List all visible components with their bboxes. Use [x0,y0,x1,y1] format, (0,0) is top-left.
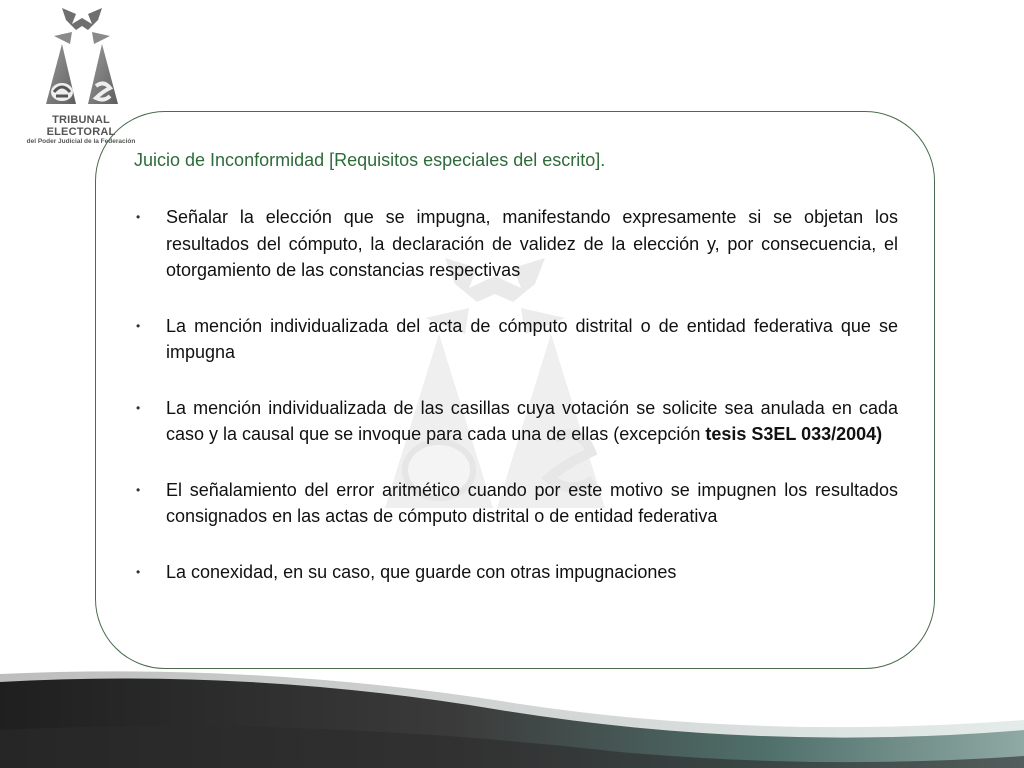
logo-subtitle: del Poder Judicial de la Federación [26,138,136,146]
list-item [134,395,898,448]
bullet-icon: • [136,318,141,333]
list-item [134,313,898,366]
bullet-text: Señalar la elección que se impugna, manifestando expresamente si se objetan los resultados del cómputo, la declaración de validez de la elección y, por consecuencia, el otorgamiento de las constancias respectivas [166,207,898,280]
bullet-icon: • [136,564,141,579]
slide-heading: Juicio de Inconformidad [Requisitos especiales del escrito]. [134,150,606,170]
logo-title: TRIBUNAL ELECTORAL [46,114,116,139]
list-item [134,204,898,284]
bullet-text: La mención individualizada de las casillas cuya votación se solicite sea anulada en cada caso y la causal que se invoque para cada una de ellas (excepción [166,397,898,444]
bullet-text: La conexidad, en su caso, que guarde con otras impugnaciones [166,561,677,582]
bullet-icon: • [136,210,141,224]
bullet-icon: • [136,400,141,415]
bullet-icon: • [136,482,141,497]
list-item [134,477,898,530]
bullet-text: El señalamiento del error aritmético cuando por este motivo se impugnen los resultados consignados en las actas de cómputo distrital o de entidad federativa [166,479,898,526]
bottom-wave-decoration [0,660,1024,768]
bullet-bold-text: tesis S3EL 033/2004) [705,424,883,444]
scales-emblem-icon [32,4,132,112]
list-item [134,559,898,586]
bullet-text: La mención individualizada del acta de cómputo distrital o de entidad federativa que se impugna [166,315,898,362]
requirements-list [134,204,898,614]
tribunal-logo [20,4,142,146]
